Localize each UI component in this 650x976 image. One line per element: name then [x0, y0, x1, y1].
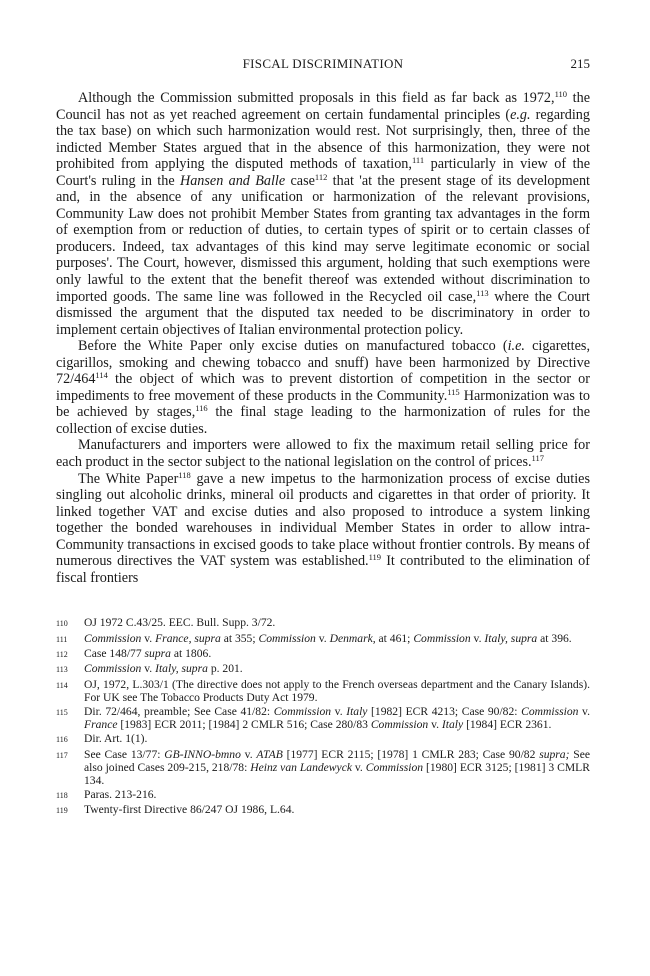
footnote-number: 115 [56, 707, 68, 717]
footnote [56, 662, 590, 676]
footnote [56, 632, 590, 646]
footnote [56, 732, 590, 746]
paragraph [56, 338, 590, 437]
footnote [56, 705, 590, 731]
italic-text: GB-INNO-bmno [164, 747, 241, 761]
footnote-number: 114 [56, 680, 68, 690]
footnote [56, 647, 590, 661]
footnote-text [84, 616, 590, 630]
italic-text: Italy, supra [155, 662, 208, 676]
text-run: See also joined Cases 209-215, 218/78: [84, 747, 590, 774]
text-run: Twenty-first Directive 86/247 OJ 1986, L.64. [84, 803, 295, 817]
footnote-text [84, 678, 590, 704]
text-run: Dir. Art. 1(1). [84, 732, 148, 746]
paragraph [56, 471, 590, 587]
text-run: v. [240, 747, 257, 761]
footnote [56, 616, 590, 630]
running-title: FISCAL DISCRIMINATION [242, 56, 404, 71]
italic-text: France [84, 718, 118, 731]
footnote-number: 111 [56, 634, 68, 644]
running-header [56, 56, 590, 76]
italic-text: Commission [258, 631, 316, 645]
footnote-text [84, 803, 590, 817]
footnote-number: 117 [56, 750, 68, 760]
page-number: 215 [570, 56, 590, 71]
text-run: [1980] ECR 3125; [1981] 3 CMLR 134. [84, 760, 590, 787]
text-run: v. [428, 718, 442, 731]
text-run: Paras. 213-216. [84, 788, 157, 802]
footnote-text [84, 788, 590, 802]
footnote [56, 678, 590, 704]
text-run: Although the Commission submitted proposals in this field as far back as 1972, [78, 90, 555, 106]
text-run: Manufacturers and importers were allowed to fix the maximum retail selling price for each product in the sector subject to the national legislation on the control of prices. [56, 437, 590, 471]
footnote-ref: 115 [447, 386, 460, 397]
text-run: regarding the tax base) on which such harmonization would rest. Not surprisingly, then, three of the indicted Member States argued that in the absence of this harmonization, they were not prohibited from applying the disputed methods of taxation, [56, 106, 590, 173]
text-run: [1983] ECR 2011; [1984] 2 CMLR 516; Case 280/83 [117, 718, 371, 731]
text-run: cigarettes, cigarillos, smoking and chewing tobacco and snuff) have been harmonized by Directive 72/464 [56, 338, 590, 388]
text-run: Before the White Paper only excise duties on manufactured tobacco ( [78, 338, 508, 355]
footnote-text [84, 705, 590, 731]
footnote-ref: 118 [178, 469, 191, 480]
italic-text: Commission [84, 631, 142, 645]
text-run: gave a new impetus to the harmonization process of excise duties singling out alcoholic drinks, mineral oil products and cigarettes in that order of priority. It linked together VAT and excise duties and also proposed to introduce a system linking together the bonded warehouses in individual Member States in order to allow intra-Community transactions in excised goods to take place without frontier controls. By means of numerous directives the VAT system was established. [56, 470, 590, 570]
italic-text: Commission [370, 718, 429, 731]
footnote-number: 116 [56, 735, 68, 745]
paragraph [56, 90, 590, 338]
text-run: The White Paper [78, 470, 179, 487]
text-run: v. [141, 631, 156, 645]
footnote-text [84, 632, 590, 646]
footnote-ref: 112 [314, 171, 328, 182]
page [56, 56, 590, 819]
text-run: See Case 13/77: [84, 747, 165, 761]
footnote-number: 113 [56, 665, 68, 675]
paragraph [56, 437, 590, 470]
italic-text: supra; [539, 747, 570, 761]
italic-text: Hansen and Balle [179, 172, 286, 189]
text-run: at 1806. [170, 646, 212, 660]
italic-text: Commission [365, 760, 424, 774]
text-run: v. [578, 704, 590, 718]
body-text [56, 90, 590, 586]
footnote-text [84, 732, 590, 746]
text-run: [1982] ECR 4213; Case 90/82: [367, 704, 522, 718]
text-run: where the Court dismissed the argument that the disputed tax needed to be discriminatory in order to implement certain objectives of Italian environmental protection policy. [56, 288, 590, 338]
footnote-ref: 119 [368, 552, 382, 563]
italic-text: i.e. [507, 338, 525, 355]
footnote-number: 119 [56, 806, 68, 816]
footnote [56, 803, 590, 817]
italic-text: Commission [521, 704, 579, 718]
text-run: the object of which was to prevent distortion of competition in the sector or impediments to free movement of these products in the Community. [56, 371, 590, 404]
text-run: at 461; [375, 631, 414, 645]
text-run: Dir. 72/464, preamble; See Case 41/82: [84, 704, 274, 718]
footnote-ref: 114 [95, 370, 108, 381]
italic-text: Commission [273, 704, 332, 718]
footnote-text [84, 748, 590, 787]
footnote-text [84, 647, 590, 661]
footnote-ref: 116 [195, 403, 208, 414]
text-run: that 'at the present stage of its development and, in the absence of any unification or harmonization of the relevant provisions, Community Law does not prohibit Member States from granting tax advantages in the form of exemption from or reduction of duties, to certain types of spirit or to certain classes of producers. Indeed, tax advantages of this kind may serve legitimate economic or social purposes'. The Court, however, dismissed this argument, holding that such exemptions were only lawful to the extent that the benefit thereof was extended without discrimination to imported goods. The same line was followed in the Recycled oil case, [56, 172, 590, 305]
italic-text: France, supra [155, 631, 221, 645]
text-run: at 396. [537, 631, 572, 645]
text-run: It contributed to the elimination of fiscal frontiers [56, 553, 590, 586]
footnotes [56, 616, 590, 817]
footnote-text [84, 662, 590, 676]
footnote-number: 118 [56, 791, 68, 801]
italic-text: Italy [346, 704, 368, 718]
footnote-ref: 113 [476, 287, 489, 298]
text-run: v. [470, 631, 485, 645]
text-run: at 355; [220, 631, 259, 645]
footnote [56, 788, 590, 802]
text-run: v. [315, 631, 330, 645]
italic-text: Heinz van Landewyck [250, 760, 352, 774]
footnote-number: 112 [56, 649, 68, 659]
italic-text: ATAB [256, 747, 283, 761]
footnote [56, 748, 590, 787]
italic-text: Commission [413, 631, 471, 645]
footnote-ref: 111 [411, 155, 425, 166]
text-run: [1977] ECR 2115; [1978] 1 CMLR 283; Case 90/82 [282, 747, 540, 761]
italic-text: Italy, supra [484, 631, 538, 645]
italic-text: supra [144, 646, 171, 660]
italic-text: Denmark, [329, 631, 376, 645]
text-run: v. [351, 760, 366, 774]
italic-text: e.g. [510, 106, 531, 123]
text-run: the Council has not as yet reached agreement on certain fundamental principles ( [56, 90, 590, 123]
text-run: Case 148/77 [84, 646, 145, 660]
text-run: v. [331, 704, 347, 718]
text-run: v. [141, 662, 156, 676]
text-run: Harmonization was to be achieved by stages, [56, 387, 591, 421]
footnote-number: 110 [56, 619, 68, 629]
text-run: OJ 1972 C.43/25. EEC. Bull. Supp. 3/72. [84, 616, 276, 630]
text-run: the final stage leading to the harmonization of rules for the collection of excise duties. [56, 404, 590, 437]
italic-text: Commission [84, 662, 142, 676]
text-run: case [285, 172, 315, 189]
footnote-ref: 117 [531, 453, 544, 464]
italic-text: Italy [441, 718, 464, 731]
text-run: [1984] ECR 2361. [463, 718, 552, 731]
text-run: particularly in view of the Court's ruling in the [56, 156, 590, 189]
footnote-ref: 110 [554, 89, 567, 99]
text-run: OJ, 1972, L.303/1 (The directive does not apply to the French overseas department and the Canary Islands). For UK see The Tobacco Products Duty Act 1979. [84, 677, 590, 704]
text-run: p. 201. [207, 662, 243, 676]
